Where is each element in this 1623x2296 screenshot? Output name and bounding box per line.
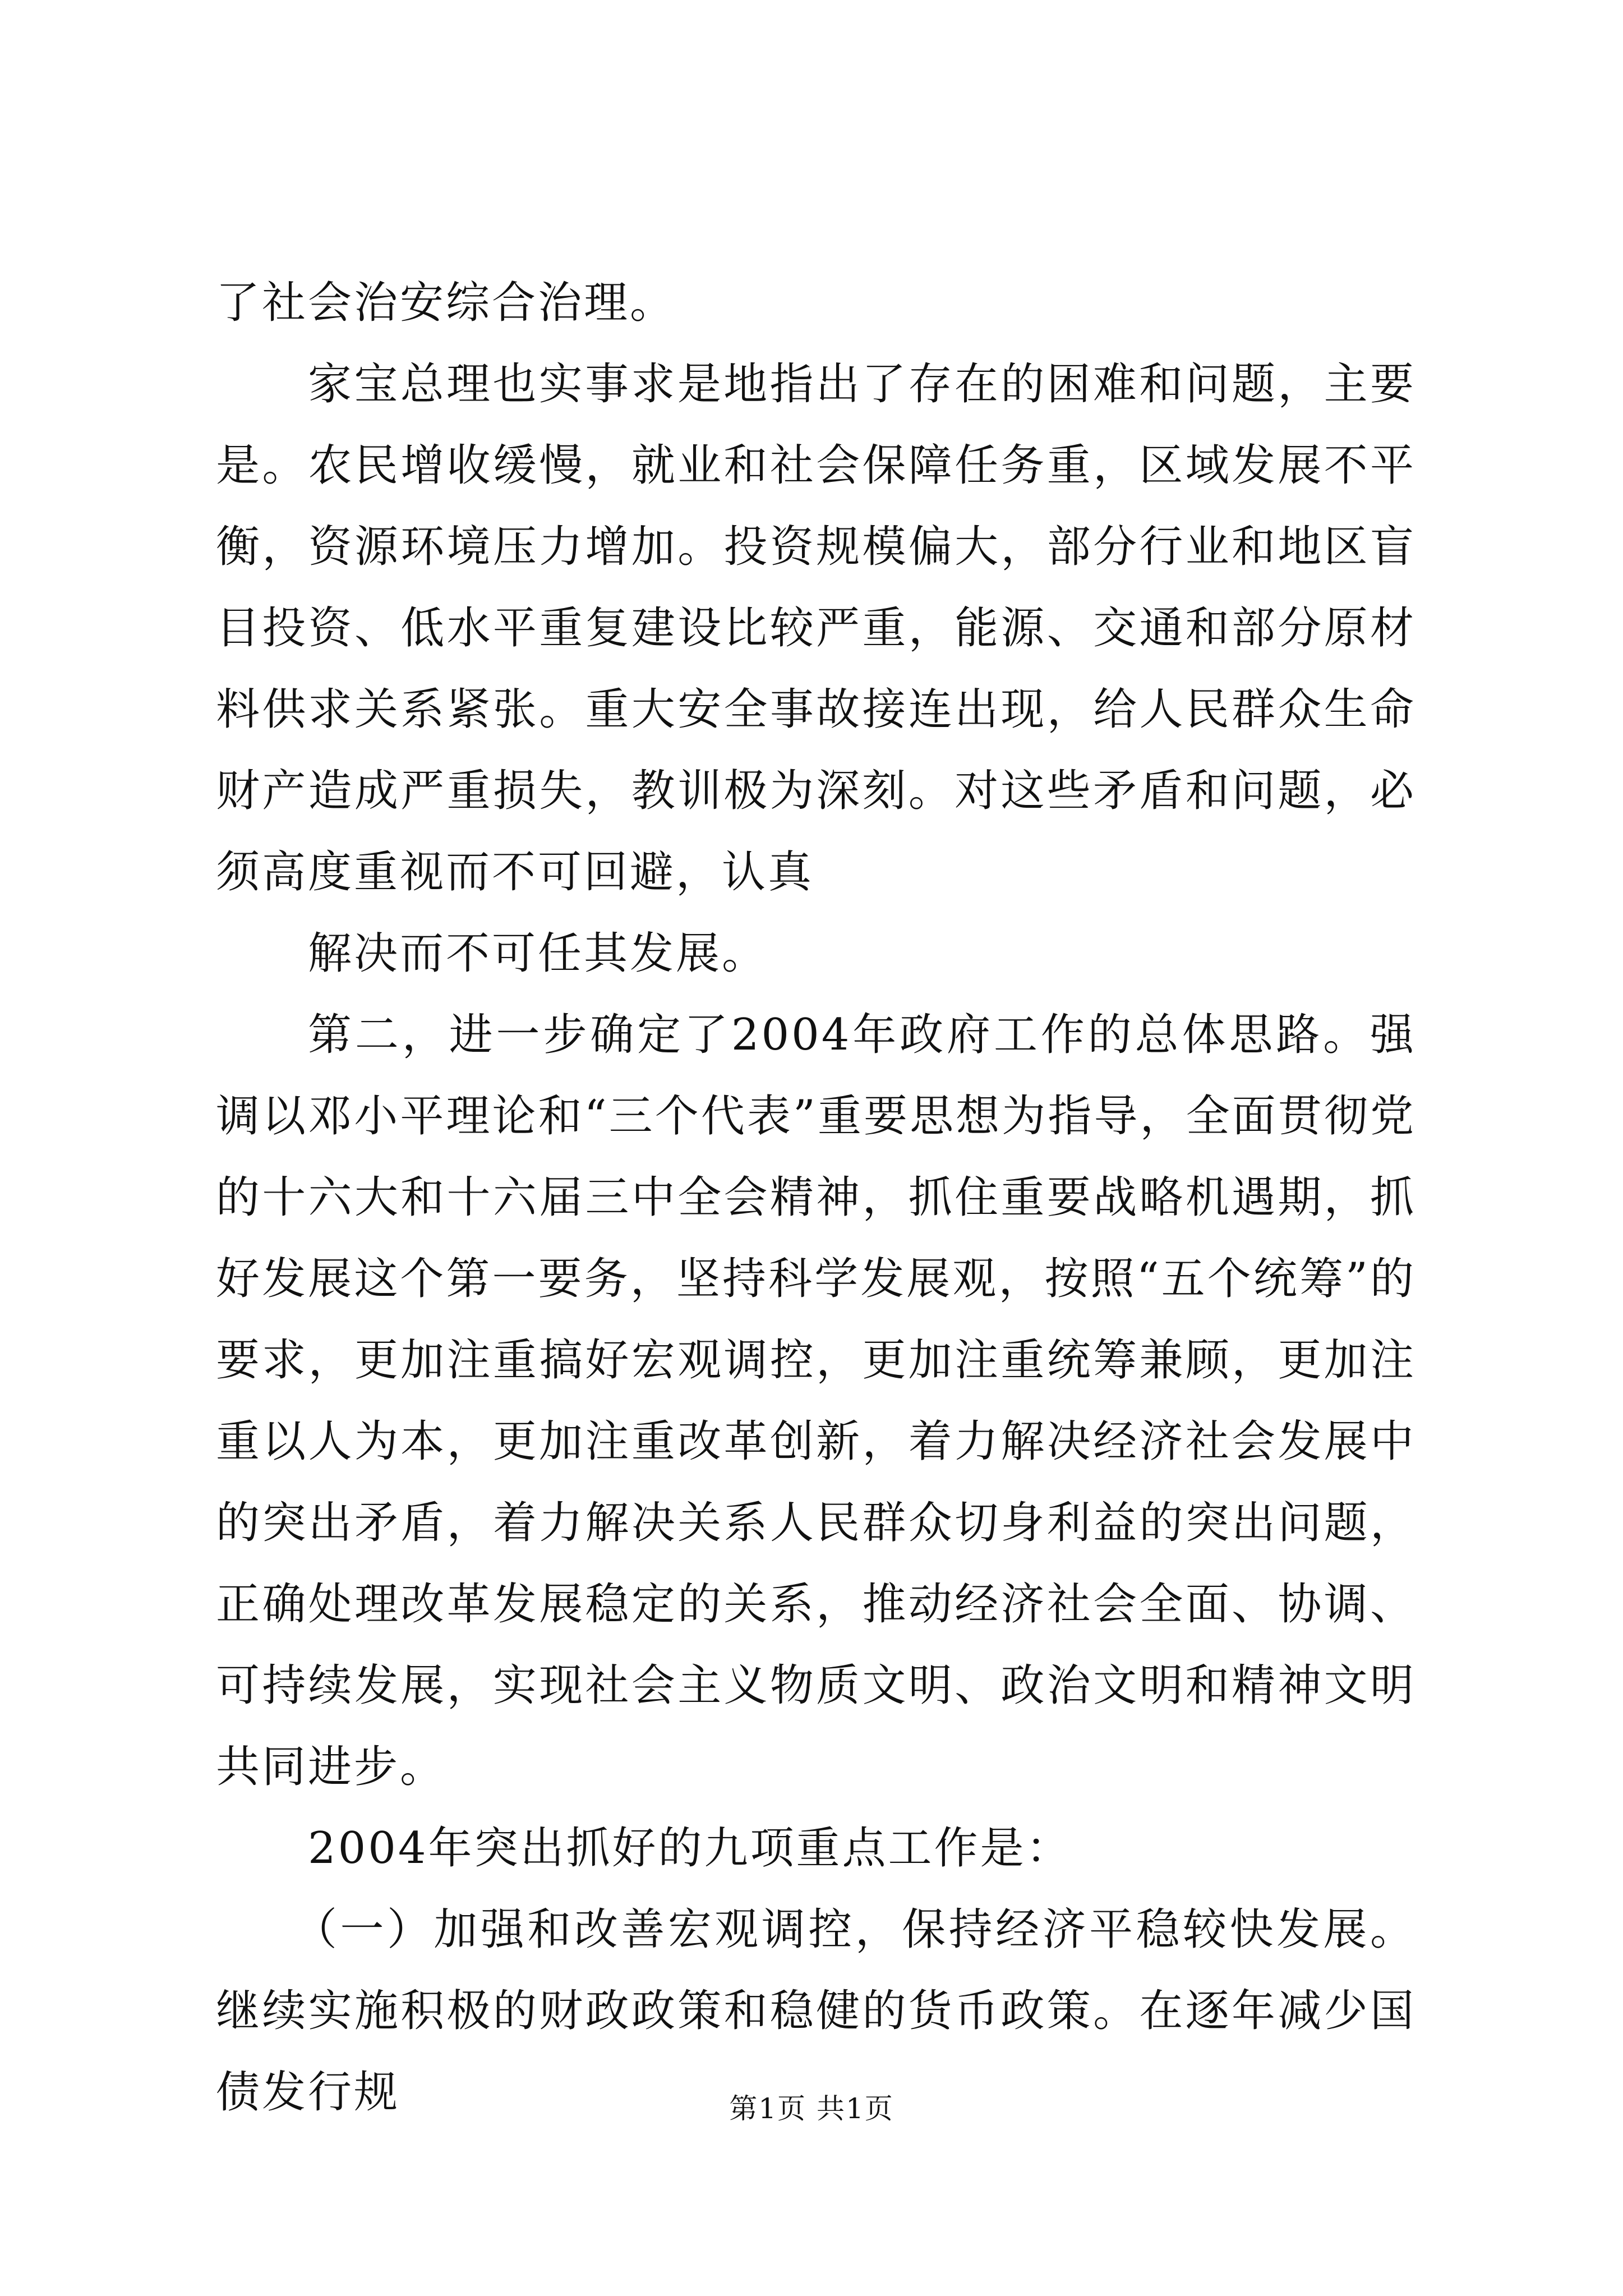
document-body [216, 263, 1416, 2133]
paragraph-5: 2004年突出抓好的九项重点工作是： [308, 1823, 1072, 1874]
paragraph-2: 家宝总理也实事求是地指出了存在的困难和问题，主要是。农民增收缓慢，就业和社会保障任务重，区域发展不平衡，资源环境压力增加。投资规模偏大，部分行业和地区盲目投资、低水平重复建设比较严重，能源、交通和部分原材料供求关系紧张。重大安全事故接连出现，给人民群众生命财产造成严重损失，教训极为深刻。对这些矛盾和问题，必须高度重视而不可回避，认真 [216, 359, 1416, 898]
paragraph-6: （一）加强和改善宏观调控，保持经济平稳较快发展。继续实施积极的财政政策和稳健的货币政策。在逐年减少国债发行规 [216, 1904, 1416, 2118]
page-footer: 第1页 共1页 [729, 2092, 894, 2125]
paragraph-4: 第二，进一步确定了2004年政府工作的总体思路。强调以邓小平理论和“三个代表”重要思想为指导，全面贯彻党的十六大和十六届三中全会精神，抓住重要战略机遇期，抓好发展这个第一要务，坚持科学发展观，按照“五个统筹”的要求，更加注重搞好宏观调控，更加注重统筹兼顾，更加注重以人为本，更加注重改革创新，着力解决经济社会发展中的突出矛盾，着力解决关系人民群众切身利益的突出问题，正确处理改革发展稳定的关系，推动经济社会全面、协调、可持续发展，实现社会主义物质文明、政治文明和精神文明共同进步。 [216, 1010, 1416, 1792]
paragraph-3: 解决而不可任其发展。 [308, 928, 768, 979]
paragraph-1: 了社会治安综合治理。 [216, 278, 676, 328]
